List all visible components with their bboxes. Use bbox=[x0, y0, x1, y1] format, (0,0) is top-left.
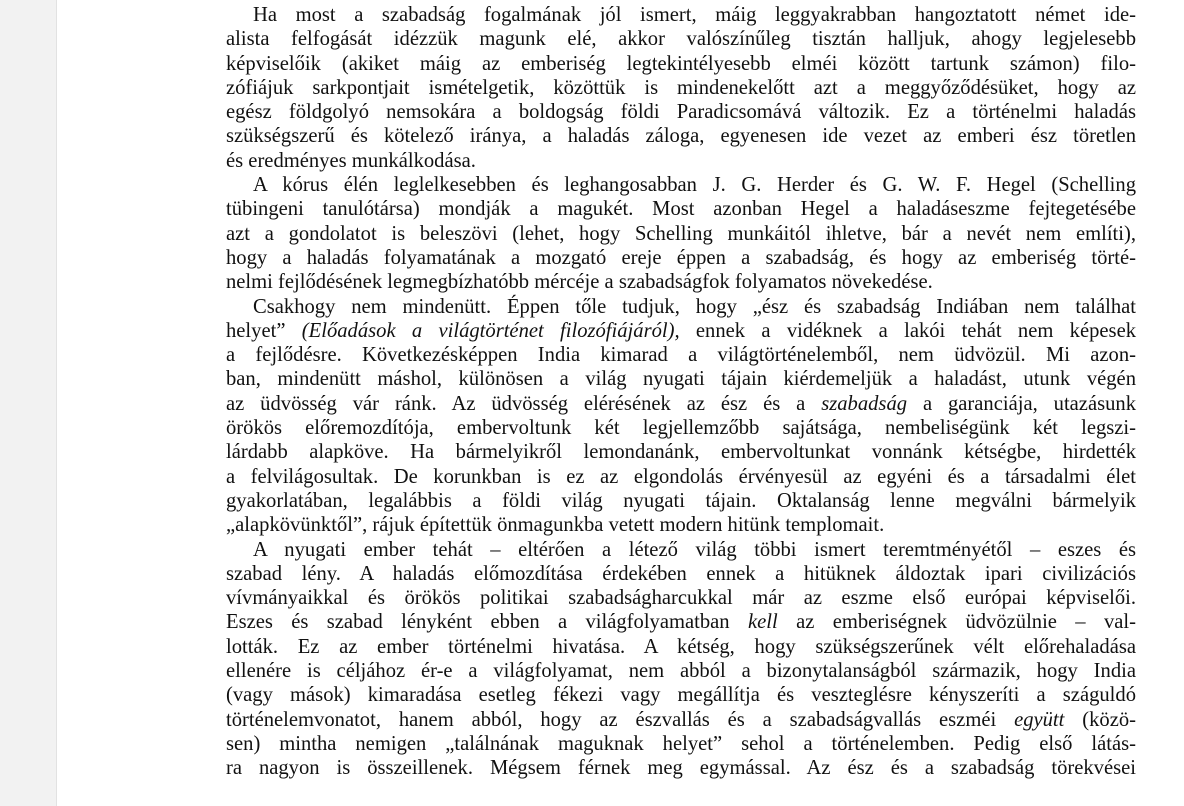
text-line: szabad lény. A haladás előmozdítása érdekében ennek a hitüknek áldoztak ipari civilizációs bbox=[226, 562, 1136, 585]
text-line: (vagy mások) kimaradása esetleg fékezi vagy megállítja és veszteglésre kényszeríti a száguldó bbox=[226, 684, 1136, 707]
text-segment: az emberiségnek üdvözülnie – val- bbox=[777, 611, 1136, 634]
text-line: szükségszerű és kötelező iránya, a haladás záloga, egyenesen ide vezet az emberi ész töretlen bbox=[226, 125, 1136, 148]
text-line: A kórus élén leglelkesebben és leghangosabban J. G. Herder és G. W. F. Hegel (Schelling bbox=[253, 174, 1136, 197]
text-line: zófiájuk sarkpontjait ismételgetik, közöttük is mindenekelőtt azt a meggyőződésüket, hogy az bbox=[226, 76, 1136, 99]
text-line: ra nagyon is összeillenek. Mégsem férnek meg egymással. Az ész és a szabadság törekvései bbox=[226, 757, 1136, 780]
paragraph-1 bbox=[226, 3, 1136, 173]
text-line: a felvilágosultak. De korunkban is ez az elgondolás érvényesül az egyéni és a társadalmi élet bbox=[226, 465, 1136, 488]
text-line: a fejlődésre. Következésképpen India kimarad a világtörténelemből, nem üdvözül. Mi azon- bbox=[226, 344, 1136, 367]
text-line: nelmi fejlődésének legmegbízhatóbb mércéje a szabadságfok folyamatos növekedése. bbox=[226, 271, 933, 294]
text-line: lárdabb alapköve. Ha bármelyikről lemondanánk, embervoltunkat vonnánk kétségbe, hirdették bbox=[226, 441, 1136, 464]
text-line bbox=[226, 319, 1136, 343]
italic-book-title: (Előadások a világtörténet filozófiájáról), bbox=[301, 319, 680, 342]
text-line: egész földgolyó nemsokára a boldogság földi Paradicsomává változik. Ez a történelmi haladás bbox=[226, 101, 1136, 124]
text-segment: Eszes és szabad lényként ebben a világfolyamatban bbox=[226, 611, 748, 634]
text-line: tübingeni tanulótársa) mondják a magukét. Most azonban Hegel a haladáseszme fejtegetésébe bbox=[226, 198, 1136, 221]
text-line: lották. Ez az ember történelmi hivatása. A kétség, hogy szükségszerűnek vélt előrehaladása bbox=[226, 635, 1136, 658]
text-segment: történelemvonatot, hanem abból, hogy az észvallás és a szabadságvallás eszméi bbox=[226, 708, 1015, 731]
paragraph-4 bbox=[226, 538, 1136, 781]
left-margin-strip bbox=[0, 0, 57, 806]
text-line bbox=[226, 708, 1136, 732]
text-line: ellenére is céljához ér-e a világfolyamat, nem abból a bizonytalanságból származik, hogy India bbox=[226, 660, 1136, 683]
paragraph-2 bbox=[226, 173, 1136, 294]
italic-emphasis: szabadság bbox=[821, 392, 908, 415]
italic-emphasis: együtt bbox=[1014, 708, 1065, 731]
text-line: képviselőik (akiket máig az emberiség legtekintélyesebb elméi között tartunk számon) filo- bbox=[226, 52, 1136, 75]
text-segment: (közö- bbox=[1064, 708, 1136, 731]
text-line: örökös előremozdítója, embervoltunk két legjellemzőbb sajátsága, nembeliségünk két legszi- bbox=[226, 417, 1136, 440]
text-segment: az üdvösség vár ránk. Az üdvösség elérésének az ész és a bbox=[226, 392, 822, 415]
text-line: „alapkövünktől”, rájuk építettük önmagunkba vetett modern hitünk templomait. bbox=[226, 514, 885, 537]
text-line: Csakhogy nem mindenütt. Éppen tőle tudjuk, hogy „ész és szabadság Indiában nem találhat bbox=[253, 295, 1136, 318]
text-line: alista felfogását idézzük magunk elé, akkor valószínűleg tisztán halljuk, ahogy legjelesebb bbox=[226, 28, 1136, 51]
text-line: gyakorlatában, legalábbis a földi világ nyugati tájain. Oktalanság lenne megválni bármelyik bbox=[226, 489, 1136, 512]
text-line bbox=[226, 610, 1136, 634]
text-line: vívmányaikkal és örökös politikai szabadságharcukkal már az eszme első európai képviselői. bbox=[226, 587, 1136, 610]
text-line: ban, mindenütt máshol, különösen a világ nyugati tájain kiérdemeljük a haladást, utunk végén bbox=[226, 368, 1136, 391]
text-line: Ha most a szabadság fogalmának jól ismert, máig leggyakrabban hangoztatott német ide- bbox=[253, 4, 1136, 26]
text-segment: ennek a vidéknek a lakói tehát nem képesek bbox=[679, 319, 1137, 342]
text-line: A nyugati ember tehát – eltérően a létező világ többi ismert teremtményétől – eszes és bbox=[253, 538, 1136, 561]
paragraph-3 bbox=[226, 295, 1136, 538]
text-line: azt a gondolatot is beleszövi (lehet, hogy Schelling munkáitól ihletve, bár a nevét nem említi), bbox=[226, 222, 1136, 245]
document-page bbox=[226, 3, 1136, 781]
italic-emphasis: kell bbox=[747, 611, 778, 634]
text-segment: a garanciája, utazásunk bbox=[907, 392, 1136, 415]
text-line: hogy a haladás folyamatának a mozgató ereje éppen a szabadság, és hogy az emberiség törté- bbox=[226, 246, 1136, 269]
text-segment: helyet” bbox=[226, 319, 302, 342]
text-line: sen) mintha nemigen „találnának maguknak helyet” sehol a történelemben. Pedig első látás- bbox=[226, 732, 1136, 755]
text-line bbox=[226, 392, 1136, 416]
text-line: és eredményes munkálkodása. bbox=[226, 149, 476, 172]
